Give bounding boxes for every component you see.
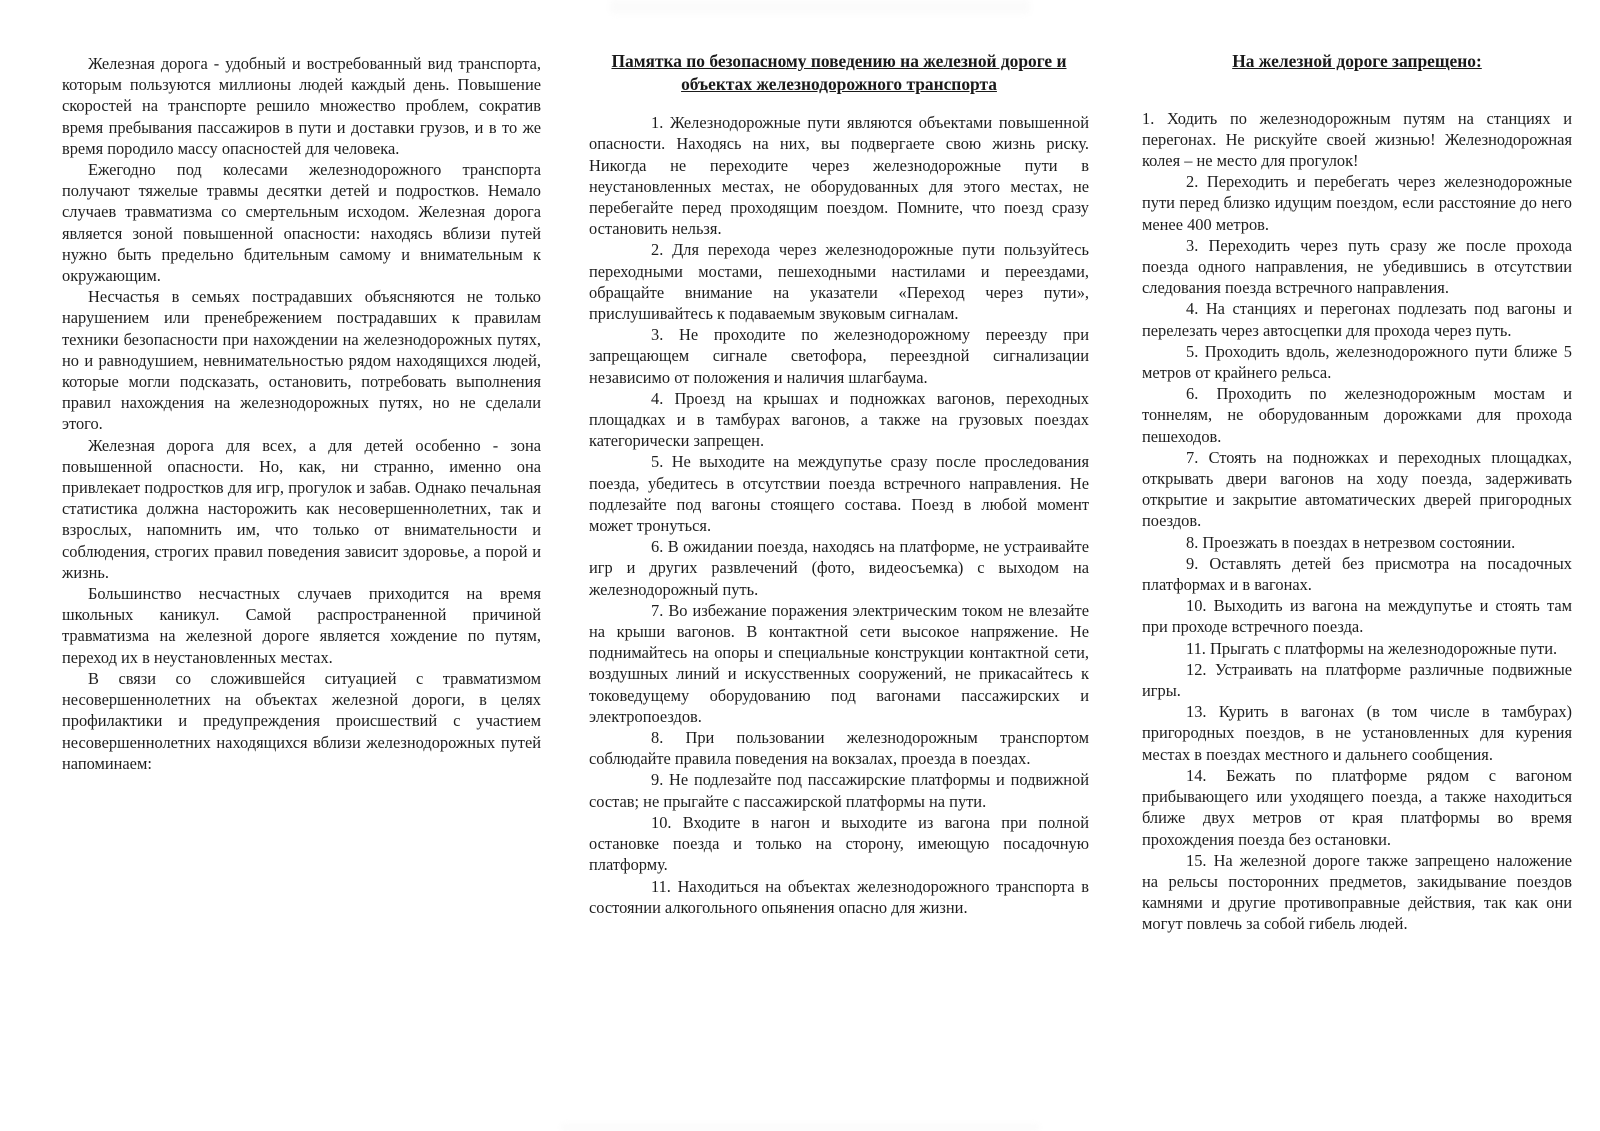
intro-paragraph: Большинство несчастных случаев приходится на время школьных каникул. Самой распространенной причиной травматизма на железной дороге является хождение по путям, переход их в неустановленных местах. [62, 584, 541, 667]
memo-item: 10. Входите в нагон и выходите из вагона при полной остановке поезда и только на сторону, имеющую посадочную платформу. [589, 812, 1089, 875]
memo-title [589, 50, 1089, 95]
prohibition-item: 2. Переходить и перебегать через железнодорожные пути перед близко идущим поездом, если расстояние до него менее 400 метров. [1142, 172, 1572, 234]
prohibition-item: 9. Оставлять детей без присмотра на посадочных платформах и в вагонах. [1142, 553, 1572, 595]
memo-item: 2. Для перехода через железнодорожные пути пользуйтесь переходными мостами, пешеходными настилами и переездами, обращайте внимание на указатели «Переход через пути», прислушивайтесь к подаваемым звуковым сигналам. [589, 240, 1089, 324]
intro-column [62, 53, 541, 774]
prohibition-item: 3. Переходить через путь сразу же после прохода поезда одного направления, не убедившись в отсутствии следования поезда встречного направления. [1142, 235, 1572, 298]
memo-item: 8. При пользовании железнодорожным транспортом соблюдайте правила поведения на вокзалах, проезда в поездах. [589, 728, 1089, 769]
prohibition-item: 1. Ходить по железнодорожным путям на станциях и перегонах. Не рискуйте своей жизнью! Железнодорожная колея – не место для прогулок! [1142, 108, 1572, 170]
memo-title-line-2: объектах железнодорожного транспорта [681, 73, 997, 94]
scan-artifact-top [610, 0, 1030, 14]
memo-item: 5. Не выходите на междупутье сразу после проследования поезда, убедитесь в отсутствии поезда встречного направления. Не подлезайте под вагоны стоящего состава. Поезд в любой момент может тронуться. [589, 452, 1089, 536]
prohibitions-column [1142, 50, 1572, 935]
memo-item: 7. Во избежание поражения электрическим током не влезайте на крыши вагонов. В контактной сети высокое напряжение. Не поднимайтесь на опоры и специальные конструкции контактной сети, воздушных линий и искусственных сооружений, не прикасайтесь к токоведущему оборудованию под вагонами пассажирских и электропоездов. [589, 600, 1089, 726]
prohibition-item: 11. Прыгать с платформы на железнодорожные пути. [1186, 638, 1558, 658]
intro-paragraph: В связи со сложившейся ситуацией с травматизмом несовершеннолетних на объектах железной дороги, в целях профилактики и предупреждения происшествий с участием несовершеннолетних находящихся вблизи железнодорожных путей напоминаем: [62, 668, 541, 773]
prohibition-item: 6. Проходить по железнодорожным мостам и тоннелям, не оборудованным дорожками для прохода пешеходов. [1142, 384, 1572, 446]
prohibition-item: 15. На железной дороге также запрещено наложение на рельсы посторонних предметов, закидывание поездов камнями и другие противоправные действия, так как они могут повлечь за собой гибель людей. [1142, 850, 1572, 934]
memo-item: 9. Не подлезайте под пассажирские платформы и подвижной состав; не прыгайте с пассажирской платформы на пути. [589, 770, 1089, 811]
prohibition-item: 8. Проезжать в поездах в нетрезвом состоянии. [1186, 532, 1516, 552]
intro-paragraph: Несчастья в семьях пострадавших объясняются не только нарушением или пренебрежением пострадавших к правилам техники безопасности при нахождении на железнодорожных путях, но и равнодушием, невнимательностью рядом находящихся людей, которые могли подсказать, остановить, потребовать выполнения правил нахождения на железнодорожных путях, но не сделали этого. [62, 287, 541, 434]
intro-paragraph: Ежегодно под колесами железнодорожного транспорта получают тяжелые травмы десятки детей и подростков. Немало случаев травматизма со смертельным исходом. Железная дорога является зоной повышенной опасности: находясь вблизи путей нужно быть предельно бдительным самому и внимательным к окружающим. [62, 160, 541, 286]
memo-item: 1. Железнодорожные пути являются объектами повышенной опасности. Находясь на них, вы подвергаете свою жизнь риску. Никогда не переходите через железнодорожные пути в неустановленных местах, не оборудованных для этого местах, не перебегайте перед проходящим поездом. Помните, что поезд сразу остановить нельзя. [589, 113, 1089, 239]
prohibition-item: 13. Курить в вагонах (в том числе в тамбурах) пригородных поездов, в не установленных для курения местах в поездах местного и дальнего сообщения. [1142, 702, 1572, 764]
prohibition-item: 7. Стоять на подножках и переходных площадках, открывать двери вагонов на ходу поезда, задерживать открытие и закрытие автоматических дверей пригородных поездов. [1142, 447, 1572, 531]
memo-column [589, 50, 1089, 918]
scan-artifact-bottom [560, 1124, 1040, 1131]
memo-title-line-1: Памятка по безопасному поведению на железной дороге и [611, 51, 1067, 71]
prohibition-item: 10. Выходить из вагона на междупутье и стоять там при проходе встречного поезда. [1142, 596, 1572, 637]
memo-item: 4. Проезд на крышах и подножках вагонов, переходных площадках и в тамбурах вагонов, а также на грузовых поездах категорически запрещен. [589, 388, 1089, 451]
memo-item: 11. Находиться на объектах железнодорожного транспорта в состоянии алкогольного опьянения опасно для жизни. [589, 876, 1089, 917]
prohibition-item: 5. Проходить вдоль, железнодорожного пути ближе 5 метров от крайнего рельса. [1142, 341, 1572, 383]
intro-paragraph: Железная дорога - удобный и востребованный вид транспорта, которым пользуются миллионы людей каждый день. Повышение скоростей на транспорте решило множество проблем, сократив время пребывания пассажиров в пути и доставки грузов, и в то же время породило массу опасностей для человека. [62, 54, 541, 158]
memo-item: 6. В ожидании поезда, находясь на платформе, не устраивайте игр и других развлечений (фото, видеосъемка) с выходом на железнодорожный путь. [589, 537, 1089, 599]
memo-item: 3. Не проходите по железнодорожному переезду при запрещающем сигнале светофора, переездной сигнализации независимо от положения и наличия шлагбаума. [589, 325, 1089, 387]
prohibitions-title: На железной дороге запрещено: [1232, 51, 1482, 71]
prohibition-item: 12. Устраивать на платформе различные подвижные игры. [1142, 659, 1572, 701]
prohibition-item: 4. На станциях и перегонах подлезать под вагоны и перелезать через автосцепки для прохода через путь. [1142, 299, 1572, 340]
intro-paragraph: Железная дорога для всех, а для детей особенно - зона повышенной опасности. Но, как, ни странно, именно она привлекает подростков для игр, прогулок и забав. Однако печальная статистика должна насторожить как несовершеннолетних, так и взрослых, напомнить им, что только от внимательности и соблюдения, строгих правил поведения зависит здоровье, а порой и жизнь. [62, 435, 541, 582]
prohibition-item: 14. Бежать по платформе рядом с вагоном прибывающего или уходящего поезда, а также находиться ближе двух метров от края платформы во время прохождения поезда без остановки. [1142, 765, 1572, 849]
